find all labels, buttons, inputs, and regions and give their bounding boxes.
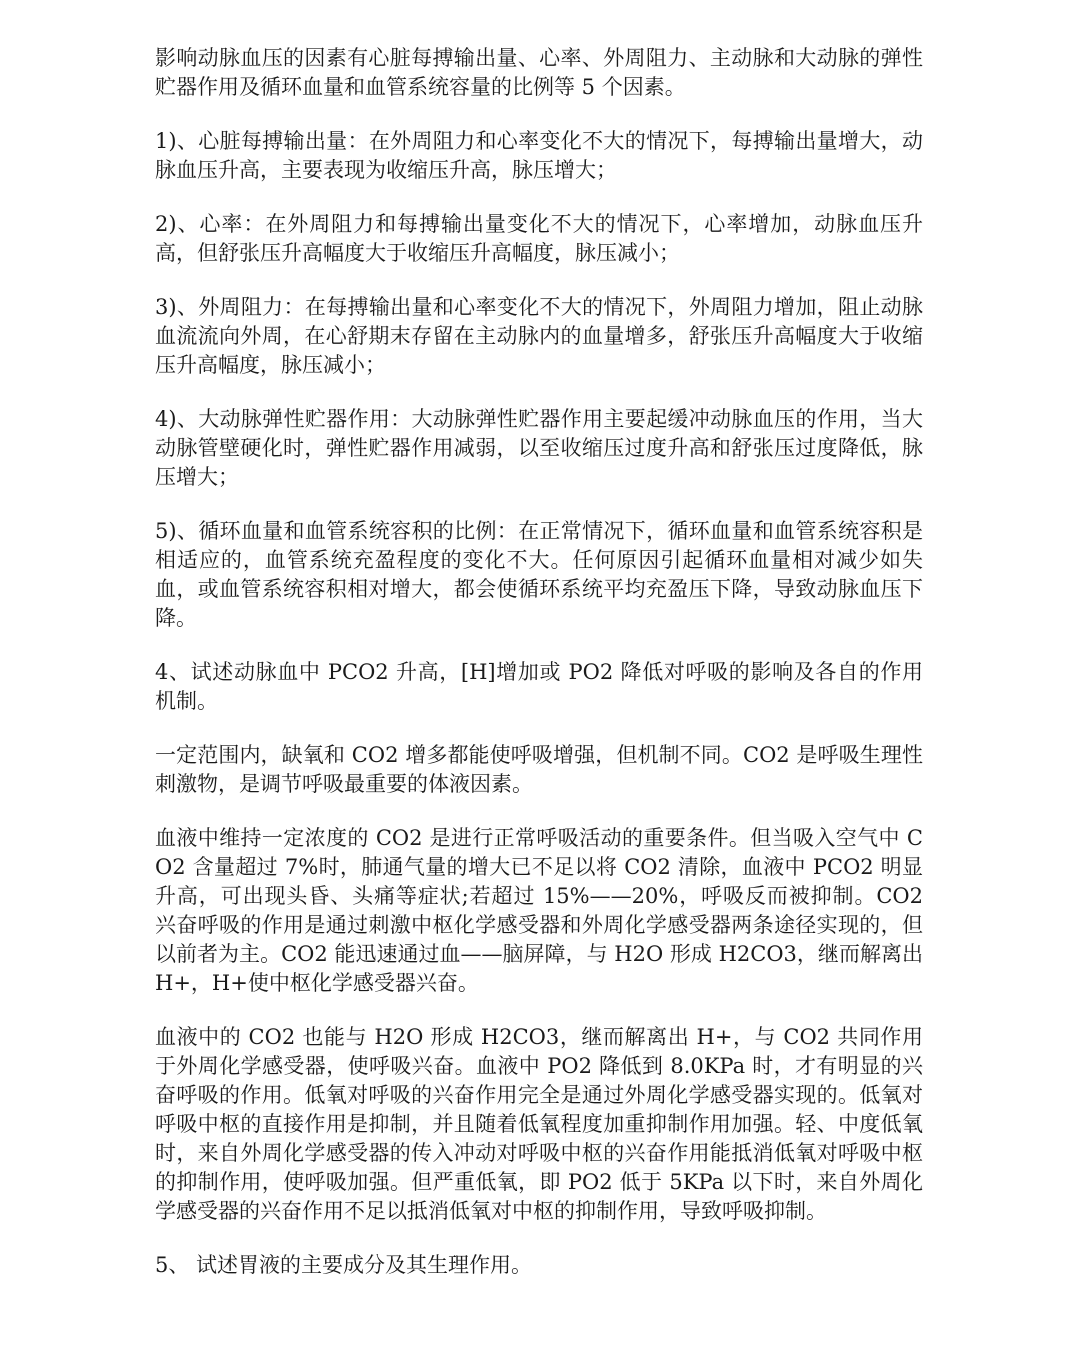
- question-5-heading: 5、 试述胃液的主要成分及其生理作用。: [155, 1253, 533, 1277]
- document-page: [155, 44, 923, 1280]
- answer-4-hypoxia-paragraph: 血液中的 CO2 也能与 H2O 形成 H2CO3，继而解离出 H+，与 CO2 共同作用于外周化学感受器，使呼吸兴奋。血液中 PO2 降低到 8.0KPa 时，才有明显的兴奋呼吸的作用。低氧对呼吸的兴奋作用完全是通过外周化学感受器实现的。低氧对呼吸中枢的直接作用是抑制，并且随着低氧程度加重抑制作用加强。轻、中度低氧时，来自外周化学感受器的传入冲动对呼吸中枢的兴奋作用能抵消低氧对呼吸中枢的抑制作用，使呼吸加强。但严重低氧，即 PO2 低于 5KPa 以下时，来自外周化学感受器的兴奋作用不足以抵消低氧对中枢的抑制作用，导致呼吸抑制。: [155, 1025, 923, 1223]
- factor-2-paragraph: 2)、心率：在外周阻力和每搏输出量变化不大的情况下，心率增加，动脉血压升高，但舒张压升高幅度大于收缩压升高幅度，脉压减小；: [155, 212, 923, 265]
- factor-4-paragraph: 4)、大动脉弹性贮器作用：大动脉弹性贮器作用主要起缓冲动脉血压的作用，当大动脉管壁硬化时，弹性贮器作用减弱，以至收缩压过度升高和舒张压过度降低，脉压增大；: [155, 407, 923, 489]
- answer-4-intro-paragraph: 一定范围内，缺氧和 CO2 增多都能使呼吸增强，但机制不同。CO2 是呼吸生理性刺激物，是调节呼吸最重要的体液因素。: [155, 743, 923, 796]
- factor-3-paragraph: 3)、外周阻力：在每搏输出量和心率变化不大的情况下，外周阻力增加，阻止动脉血流流向外周，在心舒期末存留在主动脉内的血量增多，舒张压升高幅度大于收缩压升高幅度，脉压减小；: [155, 295, 923, 377]
- intro-paragraph: 影响动脉血压的因素有心脏每搏输出量、心率、外周阻力、主动脉和大动脉的弹性贮器作用及循环血量和血管系统容量的比例等 5 个因素。: [155, 46, 923, 99]
- answer-4-co2-paragraph: 血液中维持一定浓度的 CO2 是进行正常呼吸活动的重要条件。但当吸入空气中 CO2 含量超过 7%时，肺通气量的增大已不足以将 CO2 清除，血液中 PCO2 明显升高，可出现头昏、头痛等症状;若超过 15%——20%，呼吸反而被抑制。CO2 兴奋呼吸的作用是通过刺激中枢化学感受器和外周化学感受器两条途径实现的，但以前者为主。CO2 能迅速通过血——脑屏障，与 H2O 形成 H2CO3，继而解离出 H+，H+使中枢化学感受器兴奋。: [155, 826, 923, 995]
- factor-1-paragraph: 1)、心脏每搏输出量：在外周阻力和心率变化不大的情况下，每搏输出量增大，动脉血压升高，主要表现为收缩压升高，脉压增大；: [155, 129, 923, 182]
- question-4-heading: 4、试述动脉血中 PCO2 升高，[H]增加或 PO2 降低对呼吸的影响及各自的作用机制。: [155, 660, 923, 713]
- factor-5-paragraph: 5)、循环血量和血管系统容积的比例：在正常情况下，循环血量和血管系统容积是相适应的，血管系统充盈程度的变化不大。任何原因引起循环血量相对减少如失血，或血管系统容积相对增大，都会使循环系统平均充盈压下降，导致动脉血压下降。: [155, 519, 923, 630]
